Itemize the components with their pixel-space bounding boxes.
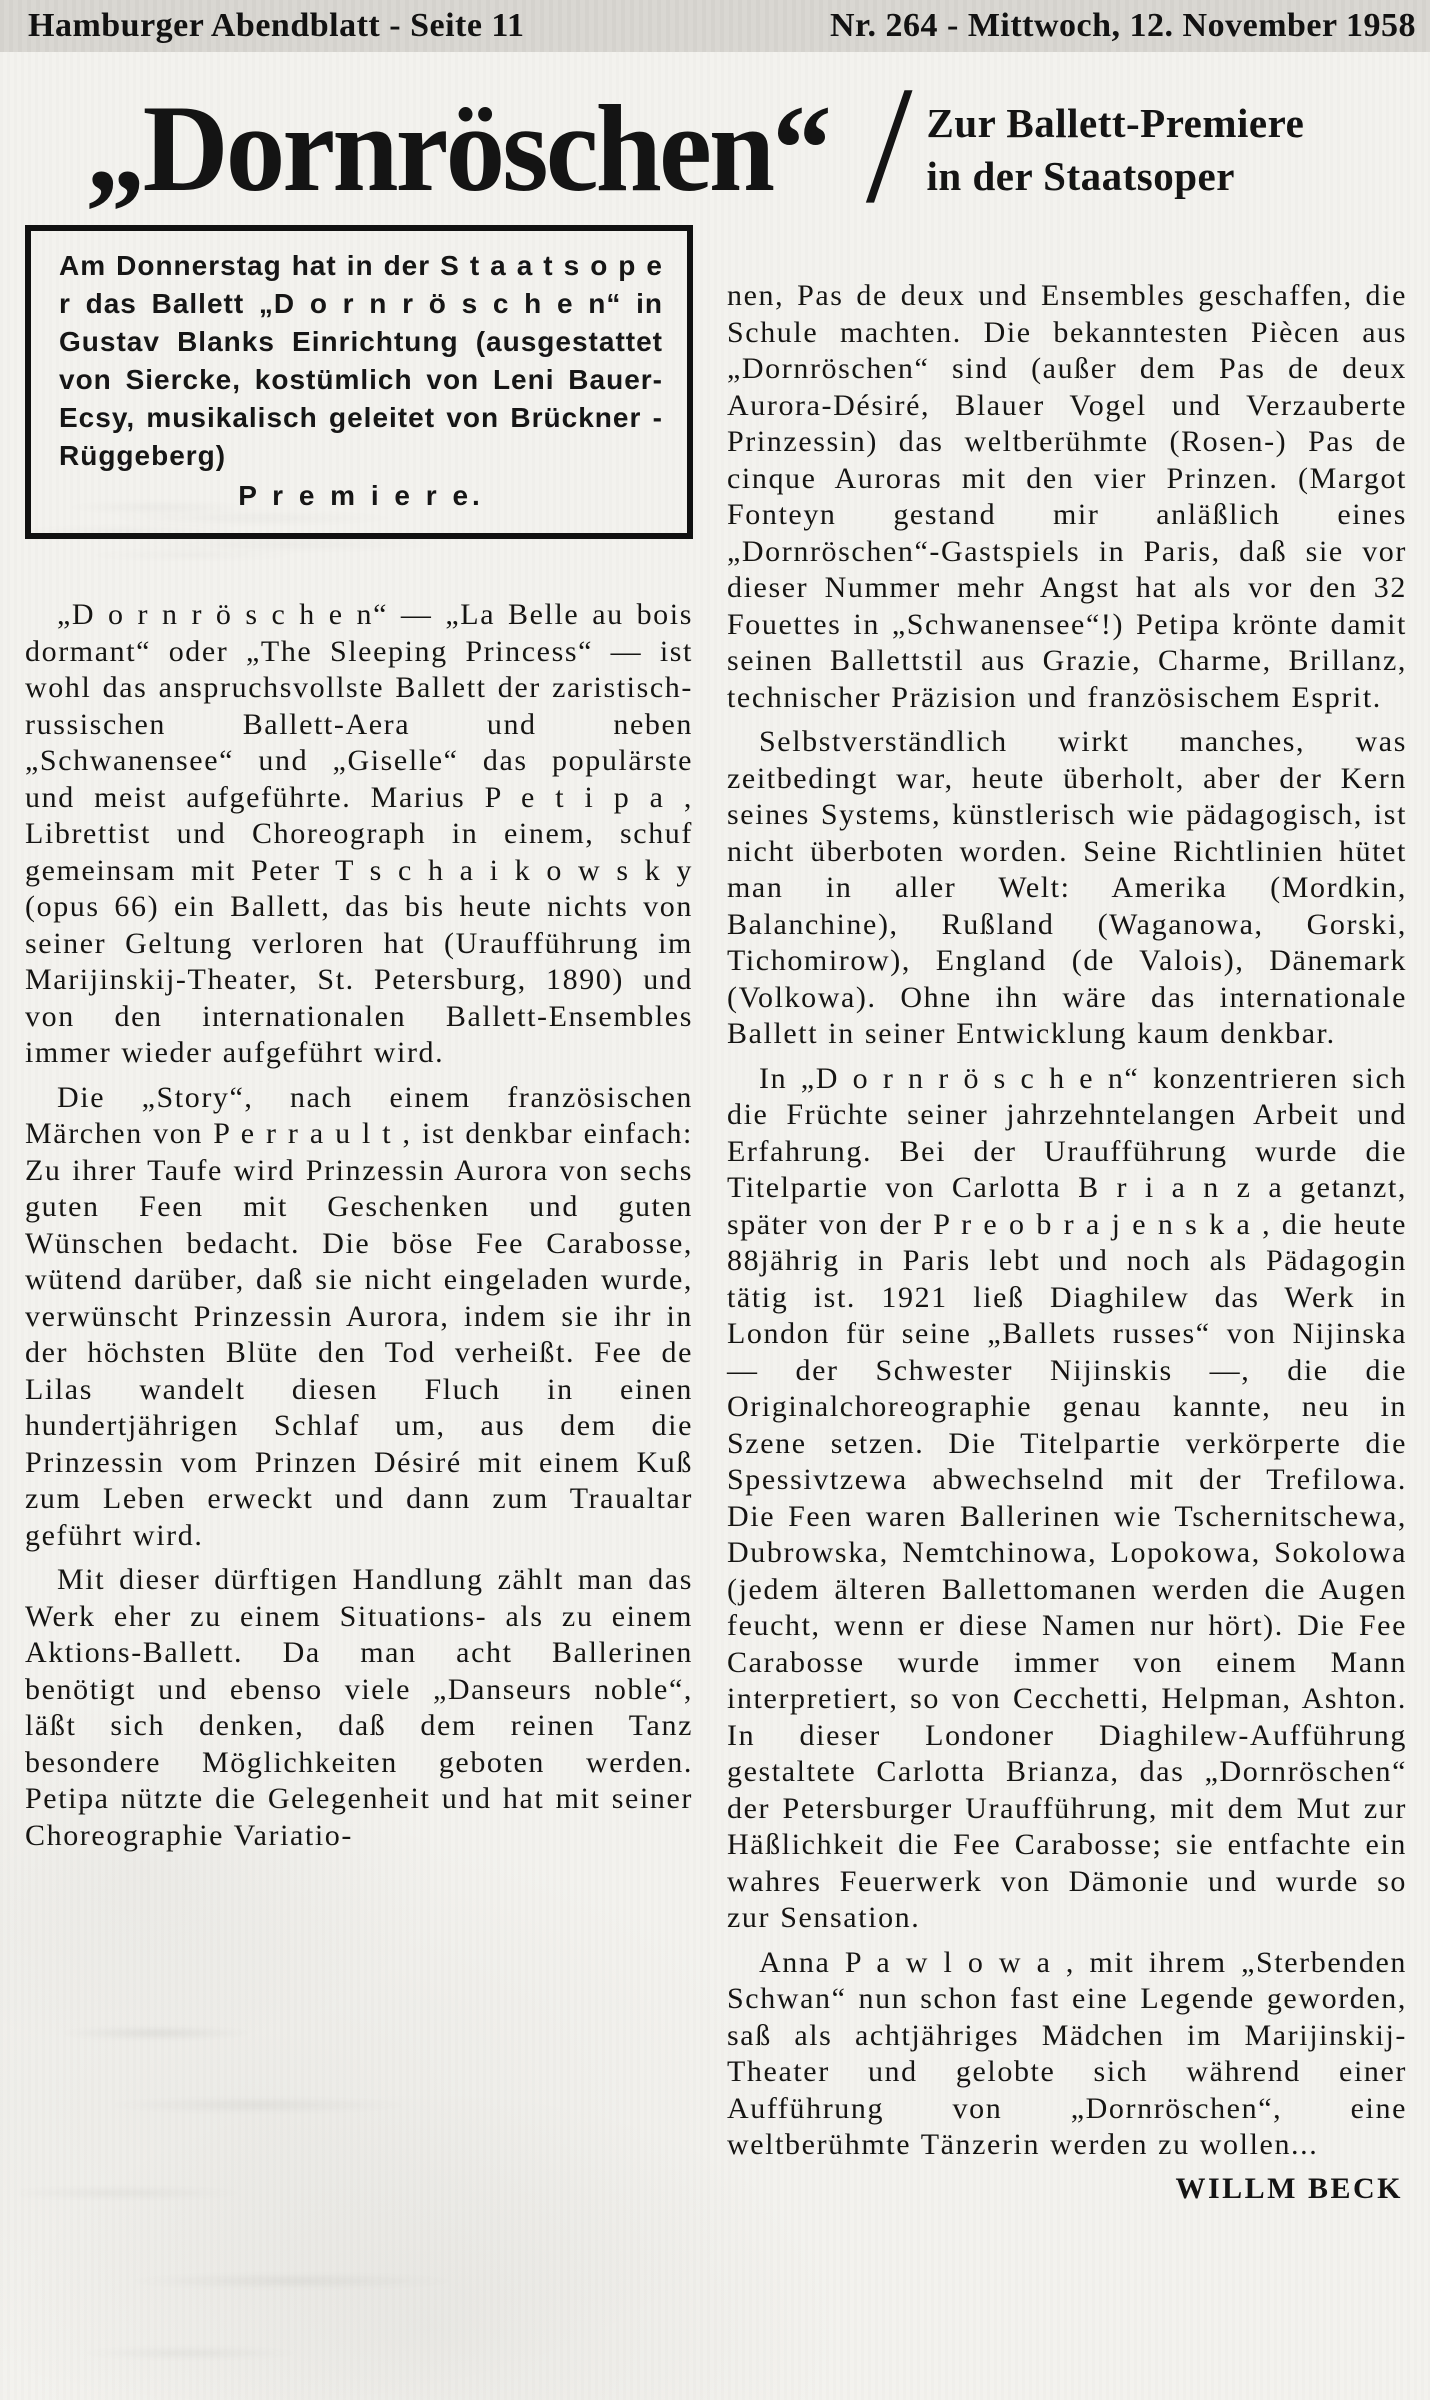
lead-box-closing: P r e m i e r e. (238, 480, 484, 511)
article-paragraph: nen, Pas de deux und Ensembles geschaffen, die Schule machten. Die bekanntesten Piècen aus „Dornröschen“ sind (außer dem Pas de deux Aurora-Désiré, Blauer Vogel und Verzauberte Prinzessin) das weltberühmte (Rosen-) Pas de cinque Auroras mit den vier Prinzen. (Margot Fonteyn gestand mir anläßlich eines „Dornröschen“-Gastspiels in Paris, daß sie vor dieser Nummer mehr Angst hat als vor den 32 Fouettes in „Schwanensee“!) Petipa krönte damit seinen Ballettstil aus Grazie, Charme, Brillanz, technischer Präzision und französischem Esprit. (727, 279, 1407, 714)
kicker-line-2: in der Staatsoper (926, 153, 1235, 199)
right-column-text (727, 278, 1407, 2164)
headline-slash: / (865, 52, 913, 238)
masthead-right: Nr. 264 - Mittwoch, 12. November 1958 (829, 7, 1416, 44)
headline-kicker (927, 95, 1305, 203)
article-paragraph: „D o r n r ö s c h e n“ — „La Belle au bois dormant“ oder „The Sleeping Princess“ — ist wohl das anspruchsvollste Ballett der zaristisch-russischen Ballett-Aera und neben „Schwanensee“ und „Giselle“ das populärste und meist aufgeführte. Marius P e t i p a , Librettist und Choreograph in einem, schuf gemeinsam mit Peter T s c h a i k o w s k y (opus 66) ein Ballett, das bis heute nichts von seiner Geltung verloren hat (Uraufführung im Marijinskij-Theater, St. Petersburg, 1890) und von den internationalen Ballett-Ensembles immer wieder aufgeführt wird. (25, 598, 693, 1069)
lead-box-body: Am Donnerstag hat in der S t a a t s o p e r das Ballett „D o r n r ö s c h e n“ in Gustav Blanks Einrichtung (ausgestattet von Siercke, kostümlich von Leni Bauer-Ecsy, musikalisch geleitet von Brückner - Rüggeberg) (59, 250, 663, 471)
author-byline: WILLM BECK (1175, 2171, 1403, 2205)
left-column (25, 225, 693, 1862)
lead-box (25, 225, 693, 539)
right-column (727, 278, 1407, 2206)
article-paragraph: Selbstverständlich wirkt manches, was zeitbedingt war, heute überholt, aber der Kern seines Systems, künstlerisch wie pädagogisch, ist nicht überboten worden. Seine Richtlinien hütet man in aller Welt: Amerika (Mordkin, Balanchine), Rußland (Waganowa, Gorski, Tichomirow), England (de Valois), Dänemark (Volkowa). Ohne ihn wäre das internationale Ballett in seiner Entwicklung kaum denkbar. (727, 725, 1407, 1050)
left-column-text (25, 597, 693, 1854)
kicker-line-1: Zur Ballett-Premiere (926, 100, 1305, 146)
masthead-band (0, 0, 1430, 52)
article-paragraph: Die „Story“, nach einem französischen Märchen von P e r r a u l t , ist denkbar einfach: Zu ihrer Taufe wird Prinzessin Aurora von sechs guten Feen mit Geschenken und guten Wünschen bedacht. Die böse Fee Carabosse, wütend darüber, daß sie nicht eingeladen wurde, verwünscht Prinzessin Aurora, indem sie ihr in der höchsten Blüte den Tod verheißt. Fee de Lilas wandelt diesen Fluch in einen hundertjährigen Schlaf um, aus dem die Prinzessin vom Prinzen Désiré mit einem Kuß zum Leben erweckt und dann zum Traualtar geführt wird. (25, 1080, 693, 1552)
bleedthrough-smudge (20, 1985, 700, 2385)
article-paragraph: Mit dieser dürftigen Handlung zählt man das Werk eher zu einem Situations- als zu einem Aktions-Ballett. Da man acht Ballerinen benötigt und ebenso viele „Danseurs noble“, läßt sich denken, daß dem reinen Tanz besondere Möglichkeiten geboten werden. Petipa nützte die Gelegenheit und hat mit seiner Choreographie Variatio- (25, 1563, 693, 1852)
article-paragraph: In „D o r n r ö s c h e n“ konzentrieren sich die Früchte seiner jahrzehntelangen Arbeit und Erfahrung. Bei der Uraufführung wurde die Titelpartie von Carlotta B r i a n z a getanzt, später von der P r e o b r a j e n s k a , die heute 88jährig in Paris lebt und noch als Pädagogin tätig ist. 1921 ließ Diaghilew das Werk in London für seine „Ballets russes“ von Nijinska — der Schwester Nijinskis —, die die Originalchoreographie genau kannte, neu in Szene setzen. Die Titelpartie verkörperte die Spessivtzewa abwechselnd mit der Trefilowa. Die Feen waren Ballerinen wie Tschernitschewa, Dubrowska, Nemtchinowa, Lopokowa, Sokolowa (jedem älteren Ballettomanen werden die Augen feucht, wenn er diese Namen nur hört). Die Fee Carabosse wurde immer von einem Mann interpretiert, so von Cecchetti, Helpman, Ashton. In dieser Londoner Diaghilew-Aufführung gestaltete Carlotta Brianza, das „Dornröschen“ der Petersburger Uraufführung, mit dem Mut zur Häßlichkeit die Fee Carabosse; sie entfachte ein wahres Feuerwerk von Dämonie und wurde so zur Sensation. (727, 1061, 1407, 1934)
headline (86, 52, 1420, 238)
masthead-left: Hamburger Abendblatt - Seite 11 (28, 7, 525, 44)
headline-title: „Dornröschen“ (86, 80, 829, 217)
article-paragraph: Anna P a w l o w a , mit ihrem „Sterbenden Schwan“ nun schon fast eine Legende geworden, saß als achtjähriges Mädchen im Marijinskij-Theater und gelobte sich während einer Aufführung von „Dornröschen“, eine weltberühmte Tänzerin werden zu wollen... (727, 1945, 1407, 2161)
